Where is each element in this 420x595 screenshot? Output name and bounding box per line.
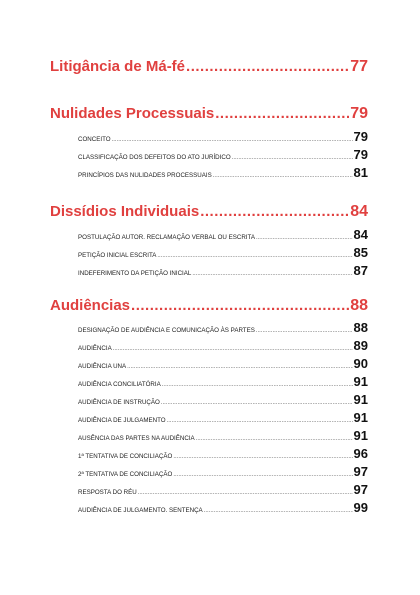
section-heading[interactable] — [50, 202, 368, 222]
dot-leader — [167, 412, 353, 430]
toc-entry[interactable] — [78, 409, 368, 427]
section-page-number: 88 — [350, 297, 368, 314]
dot-leader — [131, 296, 349, 316]
entry-page-number: 91 — [353, 392, 368, 407]
entry-page-number: 97 — [353, 482, 368, 497]
toc-entry[interactable] — [78, 262, 368, 280]
dot-leader — [161, 394, 353, 412]
entry-page-number: 91 — [353, 410, 368, 425]
entry-title: AUDIÊNCIA UNA — [78, 363, 127, 370]
toc-entry[interactable] — [78, 481, 368, 499]
toc-section — [50, 296, 368, 517]
entry-page-number: 79 — [353, 147, 368, 162]
section-title: Litigância de Má-fé — [50, 58, 186, 75]
section-title: Dissídios Individuais — [50, 203, 200, 220]
dot-leader — [256, 322, 353, 340]
entry-title: AUSÊNCIA DAS PARTES NA AUDIÊNCIA — [78, 435, 195, 442]
entry-page-number: 84 — [353, 227, 368, 242]
section-heading[interactable] — [50, 104, 368, 124]
dot-leader — [204, 502, 353, 520]
dot-leader — [200, 202, 349, 222]
entry-page-number: 87 — [353, 263, 368, 278]
entry-page-number: 90 — [353, 356, 368, 371]
section-page-number: 77 — [350, 58, 368, 75]
entry-page-number: 91 — [353, 428, 368, 443]
entry-title: 1ª TENTATIVA DE CONCILIAÇÃO — [78, 453, 173, 460]
dot-leader — [215, 104, 349, 124]
dot-leader — [112, 131, 353, 149]
entry-page-number: 85 — [353, 245, 368, 260]
section-title: Audiências — [50, 297, 131, 314]
dot-leader — [186, 57, 349, 77]
entry-title: AUDIÊNCIA DE JULGAMENTO — [78, 417, 166, 424]
section-page-number: 79 — [350, 105, 368, 122]
entry-title: PETIÇÃO INICIAL ESCRITA — [78, 252, 157, 259]
toc-section — [50, 57, 368, 77]
dot-leader — [162, 376, 353, 394]
entry-title: CLASSIFICAÇÃO DOS DEFEITOS DO ATO JURÍDICO — [78, 154, 231, 161]
toc-entry[interactable] — [78, 355, 368, 373]
section-entries — [78, 128, 368, 182]
dot-leader — [157, 247, 352, 265]
entry-title: CONCEITO — [78, 136, 111, 143]
toc-entry[interactable] — [78, 146, 368, 164]
toc-entry[interactable] — [78, 499, 368, 517]
toc-entry[interactable] — [78, 445, 368, 463]
entry-title: PRINCÍPIOS DAS NULIDADES PROCESSUAIS — [78, 172, 212, 179]
dot-leader — [173, 448, 352, 466]
dot-leader — [113, 340, 353, 358]
entry-page-number: 81 — [353, 165, 368, 180]
toc-entry[interactable] — [78, 164, 368, 182]
entry-title: POSTULAÇÃO AUTOR. RECLAMAÇÃO VERBAL OU ESCRITA — [78, 234, 255, 241]
dot-leader — [173, 466, 352, 484]
entry-title: INDEFERIMENTO DA PETIÇÃO INICIAL — [78, 270, 192, 277]
entry-page-number: 97 — [353, 464, 368, 479]
toc-entry[interactable] — [78, 244, 368, 262]
entry-page-number: 91 — [353, 374, 368, 389]
toc-entry[interactable] — [78, 337, 368, 355]
section-title: Nulidades Processuais — [50, 105, 215, 122]
entry-title: AUDIÊNCIA DE JULGAMENTO. SENTENÇA — [78, 507, 203, 514]
section-page-number: 84 — [350, 203, 368, 220]
toc-section — [50, 202, 368, 280]
dot-leader — [127, 358, 352, 376]
section-entries — [78, 226, 368, 280]
dot-leader — [213, 167, 353, 185]
entry-title: DESIGNAÇÃO DE AUDIÊNCIA E COMUNICAÇÃO ÀS PARTES — [78, 327, 255, 334]
section-heading[interactable] — [50, 296, 368, 316]
toc-entry[interactable] — [78, 373, 368, 391]
entry-page-number: 96 — [353, 446, 368, 461]
dot-leader — [196, 430, 353, 448]
entry-page-number: 89 — [353, 338, 368, 353]
entry-title: AUDIÊNCIA — [78, 345, 112, 352]
toc-entry[interactable] — [78, 427, 368, 445]
toc-section — [50, 104, 368, 182]
toc-entry[interactable] — [78, 463, 368, 481]
toc-entry[interactable] — [78, 319, 368, 337]
entry-page-number: 99 — [353, 500, 368, 515]
entry-title: AUDIÊNCIA DE INSTRUÇÃO — [78, 399, 160, 406]
toc-entry[interactable] — [78, 226, 368, 244]
entry-page-number: 88 — [353, 320, 368, 335]
dot-leader — [232, 149, 353, 167]
dot-leader — [256, 229, 353, 247]
entry-title: RESPOSTA DO RÉU — [78, 489, 137, 496]
entry-page-number: 79 — [353, 129, 368, 144]
section-heading[interactable] — [50, 57, 368, 77]
entry-title: AUDIÊNCIA CONCILIATÓRIA — [78, 381, 161, 388]
dot-leader — [192, 265, 352, 283]
toc-entry[interactable] — [78, 128, 368, 146]
toc-entry[interactable] — [78, 391, 368, 409]
section-entries — [78, 319, 368, 517]
dot-leader — [138, 484, 353, 502]
entry-title: 2ª TENTATIVA DE CONCILIAÇÃO — [78, 471, 173, 478]
